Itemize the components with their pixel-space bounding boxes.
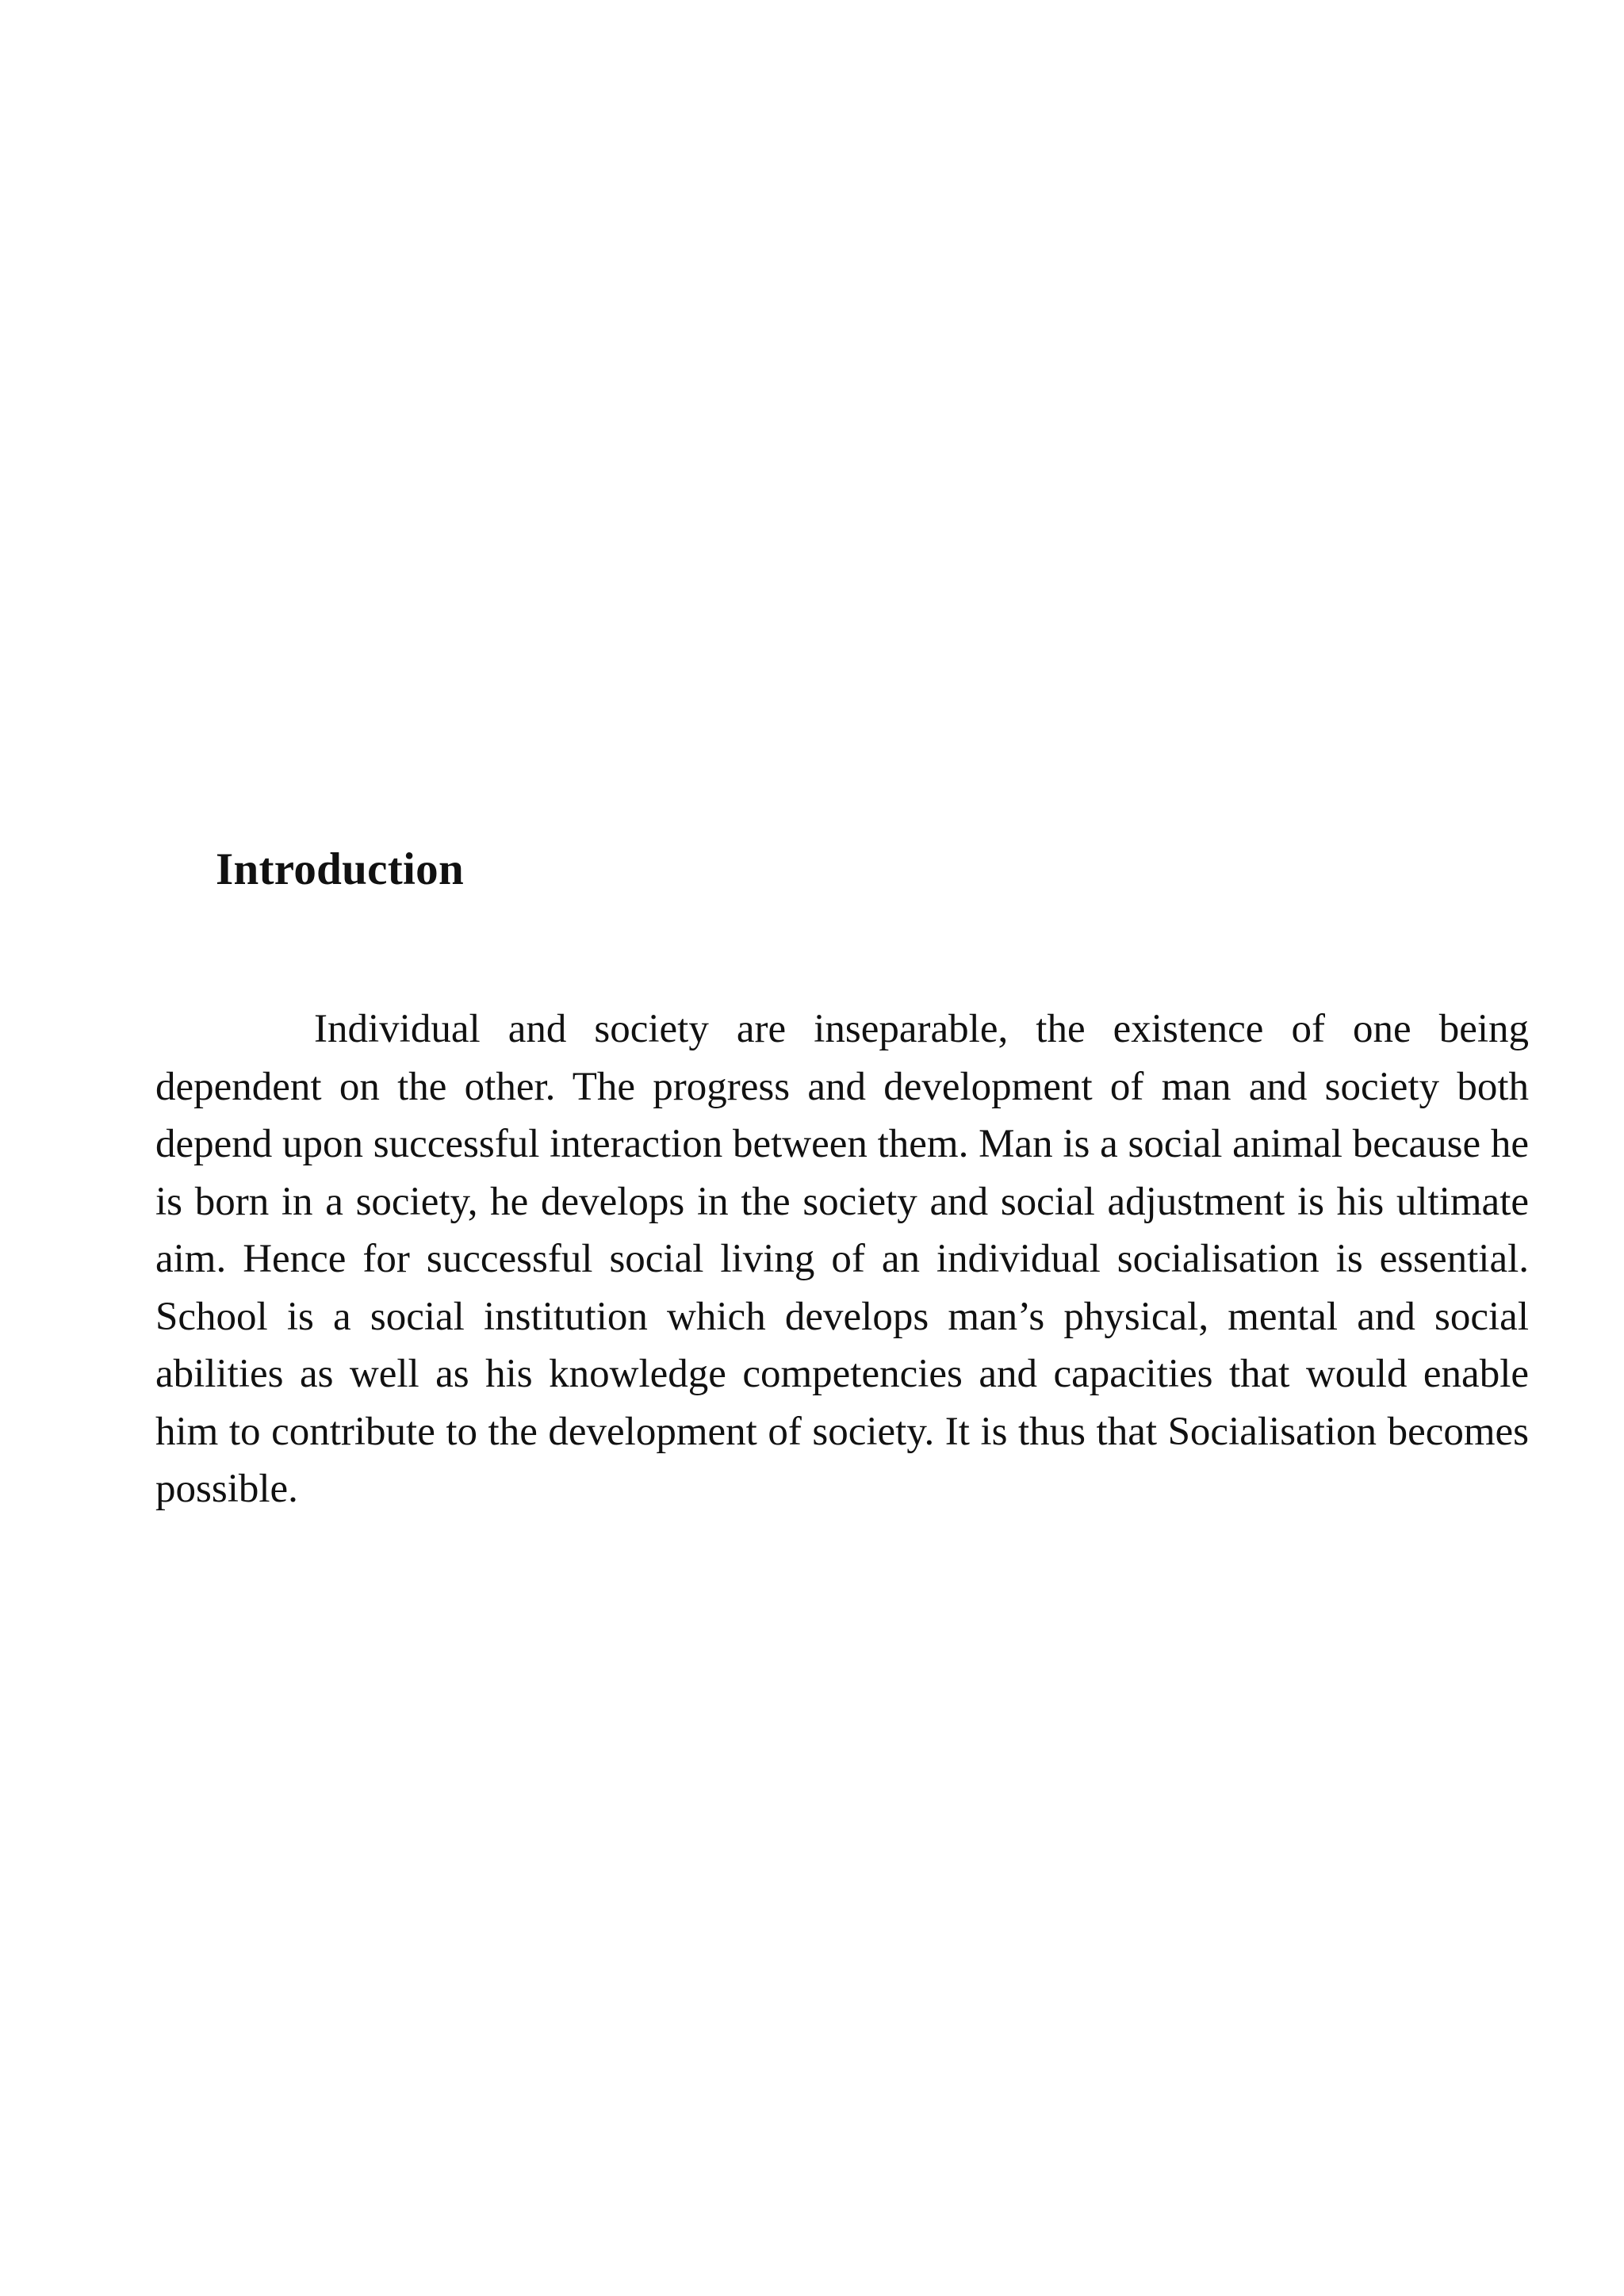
body-paragraph: Individual and society are inseparable, the existence of one being dependent on the other. The progress and development of man and society both depend upon successful interaction between them. Man is a social animal because he is born in a society, he develops in the society and social adjustment is his ultimate aim. Hence for successful social living of an individual socialisation is essential. School is a social institution which develops man’s physical, mental and social abilities as well as his knowledge competencies and capacities that would enable him to contribute to the development of society. It is thus that Socialisation becomes possible. <box>155 1007 1529 1511</box>
section-heading: Introduction <box>216 844 464 894</box>
